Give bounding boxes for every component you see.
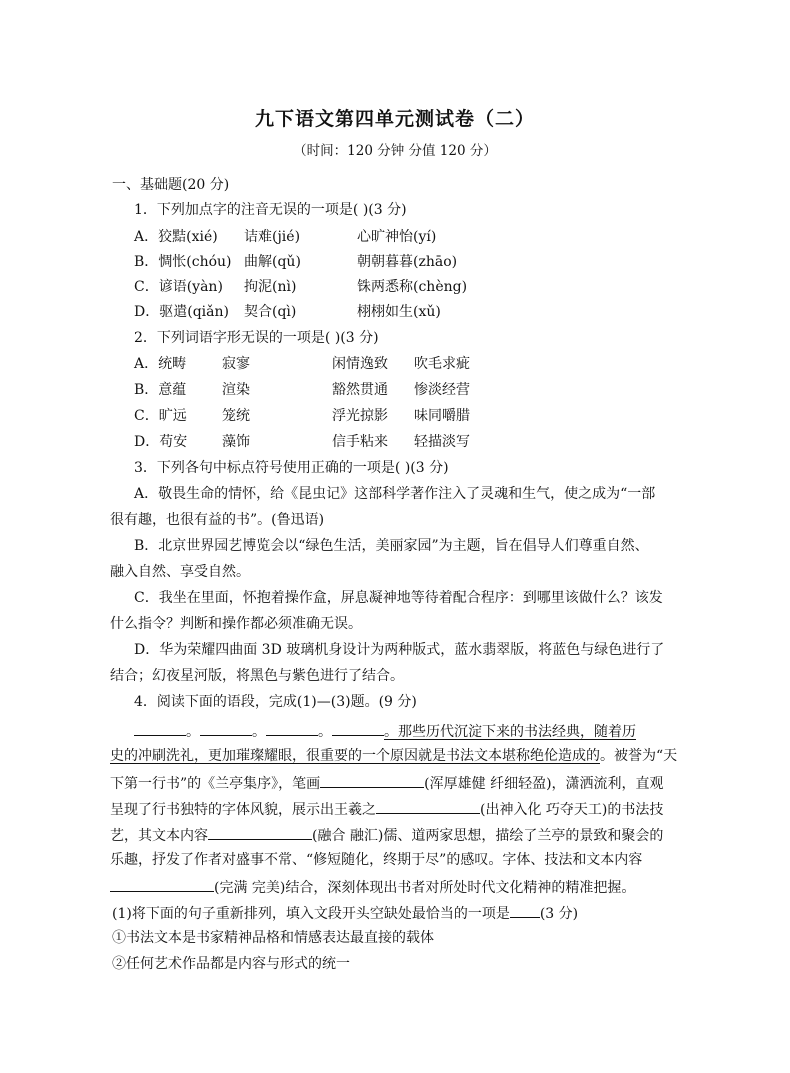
option-item: 意蕴 xyxy=(158,382,187,398)
q3-option-b-line1: B．北京世界园艺博览会以“绿色生活，美丽家园”为主题，旨在倡导人们尊重自然、 xyxy=(134,538,649,554)
option-label: B． xyxy=(134,254,159,270)
option-item: 驱遣(qiǎn) xyxy=(159,304,229,320)
option-item: 笼统 xyxy=(222,408,250,424)
blank-separator: 。 xyxy=(318,724,332,740)
answer-blank[interactable] xyxy=(200,721,252,736)
passage-line-3 xyxy=(110,773,664,793)
option-label: C． xyxy=(134,408,159,424)
section-heading: 一、基础题(20 分) xyxy=(112,177,230,193)
passage-text: 呈现了行书独特的字体风貌，展示出王羲之 xyxy=(110,802,376,818)
option-item: 旷远 xyxy=(158,408,187,424)
passage-text: 艺，其文本内容 xyxy=(110,828,208,844)
option-item: 惆怅(chóu) xyxy=(158,254,232,270)
passage-line-6: 乐趣，抒发了作者对盛事不常、“修短随化，终期于尽”的感叹。字体、技法和文本内容 xyxy=(110,852,643,868)
option-item: 铢两悉称(chèng) xyxy=(357,279,468,295)
option-item: 藻饰 xyxy=(222,434,250,450)
q3-option-a-line2: 很有趣，也很有益的书”。(鲁迅语) xyxy=(110,512,325,528)
q3-option-c-line2: 什么指令？判断和操作都必须准确无误。 xyxy=(110,616,362,632)
option-item: 惨淡经营 xyxy=(414,382,470,398)
option-item: 谚语(yàn) xyxy=(158,279,223,295)
option-label: A． xyxy=(134,356,159,372)
passage-text: 下第一行书”的《兰亭集序》，笔画 xyxy=(110,776,321,792)
sentence-1: ①书法文本是书家精神品格和情感表达最直接的载体 xyxy=(112,930,434,946)
subquestion-score: (3 分) xyxy=(539,906,579,922)
answer-blank[interactable] xyxy=(208,825,312,840)
answer-blank[interactable] xyxy=(110,877,214,892)
question-3-stem: 3．下列各句中标点符号使用正确的一项是( )(3 分) xyxy=(134,460,449,476)
option-item: 栩栩如生(xǔ) xyxy=(357,304,441,320)
answer-blank[interactable] xyxy=(266,721,318,736)
page-title: 九下语文第四单元测试卷（二） xyxy=(254,108,535,130)
option-item: 心旷神怡(yí) xyxy=(357,229,437,245)
answer-blank[interactable] xyxy=(510,903,540,918)
option-item: 曲解(qǔ) xyxy=(244,254,301,270)
question-2-stem: 2．下列词语字形无误的一项是( )(3 分) xyxy=(134,330,379,346)
passage-line-2 xyxy=(110,747,677,765)
option-label: B． xyxy=(134,382,159,398)
option-item: 浮光掠影 xyxy=(332,408,388,424)
subquestion-1 xyxy=(112,903,578,923)
option-item: 契合(qì) xyxy=(244,304,297,320)
option-label: D． xyxy=(134,304,160,320)
passage-text: (融合 融汇)儒、道两家思想，描绘了兰亭的景致和聚会的 xyxy=(312,828,664,844)
q3-option-d-line1: D．华为荣耀四曲面 3D 玻璃机身设计为两种版式，蓝水翡翠版，将蓝色与绿色进行了 xyxy=(134,642,665,658)
blank-separator: 。 xyxy=(186,724,200,740)
passage-line-7 xyxy=(110,877,635,897)
passage-text: (浑厚雄健 纤细轻盈)，潇洒流利，直观 xyxy=(424,776,664,792)
underlined-sentence: 史的冲刷洗礼，更加璀璨耀眼，很重要的一个原因就是书法文本堪称绝伦造成的 xyxy=(110,748,600,764)
option-item: 寂寥 xyxy=(222,356,250,372)
passage-line-1 xyxy=(134,721,636,741)
option-item: 朝朝暮暮(zhāo) xyxy=(357,254,458,270)
sentence-2: ②任何艺术作品都是内容与形式的统一 xyxy=(112,956,350,972)
passage-text: (完满 完美)结合，深刻体现出书者对所处时代文化精神的精准把握。 xyxy=(214,880,636,896)
blank-separator: 。 xyxy=(252,724,266,740)
question-4-stem: 4．阅读下面的语段，完成(1)—(3)题。(9 分) xyxy=(134,694,417,710)
q3-option-b-line2: 融入自然、享受自然。 xyxy=(110,564,250,580)
option-item: 诘难(jié) xyxy=(244,229,301,245)
option-label: A． xyxy=(134,229,159,245)
answer-blank[interactable] xyxy=(320,773,424,788)
option-item: 狡黠(xié) xyxy=(158,229,218,245)
option-item: 拘泥(nì) xyxy=(244,279,297,295)
question-1-stem: 1．下列加点字的注音无误的一项是( )(3 分) xyxy=(134,202,407,218)
option-item: 苟安 xyxy=(159,434,188,450)
option-label: D． xyxy=(134,434,160,450)
option-item: 统畴 xyxy=(158,356,187,372)
answer-blank[interactable] xyxy=(376,799,480,814)
option-item: 渲染 xyxy=(222,382,250,398)
passage-line-5 xyxy=(110,825,663,845)
option-item: 味同嚼腊 xyxy=(414,408,470,424)
answer-blank[interactable] xyxy=(332,721,384,736)
option-label: C． xyxy=(134,279,159,295)
option-item: 豁然贯通 xyxy=(332,382,388,398)
option-item: 轻描淡写 xyxy=(414,434,470,450)
q3-option-a-line1: A．敬畏生命的情怀，给《昆虫记》这部科学著作注入了灵魂和生气，使之成为“一部 xyxy=(134,486,656,502)
passage-line-4 xyxy=(110,799,663,819)
option-item: 信手粘来 xyxy=(332,434,388,450)
q3-option-c-line1: C．我坐在里面，怀抱着操作盒，屏息凝神地等待着配合程序：到哪里该做什么？该发 xyxy=(134,590,663,606)
exam-time-and-score: （时间：120 分钟 分值 120 分） xyxy=(293,143,497,159)
answer-blank[interactable] xyxy=(134,721,186,736)
passage-text: (出神入化 巧夺天工)的书法技 xyxy=(480,802,664,818)
passage-text: 。被誉为“天 xyxy=(600,748,678,764)
passage-text: 。那些历代沉淀下来的书法经典，随着历 xyxy=(384,724,636,740)
q3-option-d-line2: 结合；幻夜星河版，将黑色与紫色进行了结合。 xyxy=(110,668,404,684)
option-item: 闲情逸致 xyxy=(332,356,388,372)
option-item: 吹毛求疵 xyxy=(414,356,470,372)
subquestion-text: (1)将下面的句子重新排列，填入文段开头空缺处最恰当的一项是 xyxy=(112,906,510,922)
